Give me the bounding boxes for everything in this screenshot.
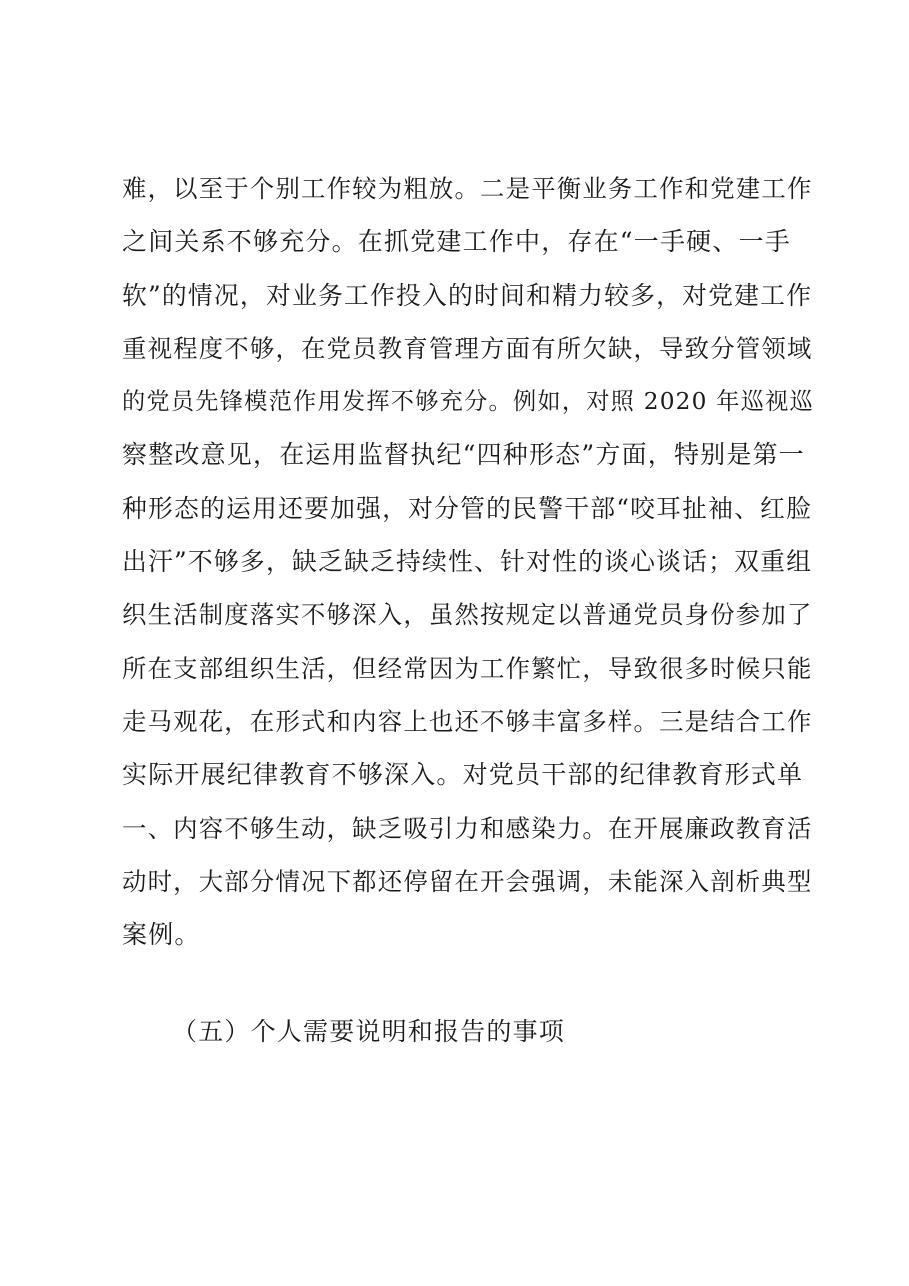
paragraph-line: 重视程度不够，在党员教育管理方面有所欠缺，导致分管领域 [122, 333, 813, 363]
paragraph-line: 案例。 [122, 920, 201, 950]
paragraph-line: 所在支部组织生活，但经常因为工作繁忙，导致很多时候只能 [122, 653, 813, 683]
paragraph-line: 出汗”不够多，缺乏缺乏持续性、针对性的谈心谈话；双重组 [122, 547, 813, 577]
section-heading: （五）个人需要说明和报告的事项 [172, 1017, 566, 1046]
paragraph-line: 实际开展纪律教育不够深入。对党员干部的纪律教育形式单 [122, 760, 804, 790]
paragraph-line: 察整改意见，在运用监督执纪“四种形态”方面，特别是第一 [122, 440, 805, 470]
paragraph-line: 动时，大部分情况下都还停留在开会强调，未能深入剖析典型 [122, 866, 813, 896]
paragraph-line: 软”的情况，对业务工作投入的时间和精力较多，对党建工作 [122, 280, 813, 310]
paragraph-line: 一、内容不够生动，缺乏吸引力和感染力。在开展廉政教育活 [122, 813, 813, 843]
paragraph-line: 的党员先锋模范作用发挥不够充分。例如，对照 2020 年巡视巡 [122, 388, 814, 416]
paragraph-line: 走马观花，在形式和内容上也还不够丰富多样。三是结合工作 [122, 706, 813, 736]
paragraph-line: 种形态的运用还要加强，对分管的民警干部“咬耳扯袖、红脸 [122, 493, 813, 523]
paragraph-line: 难，以至于个别工作较为粗放。二是平衡业务工作和党建工作 [122, 174, 813, 203]
paragraph-line: 之间关系不够充分。在抓党建工作中，存在“一手硬、一手 [122, 227, 791, 257]
body-paragraph [122, 162, 814, 961]
paragraph-line: 织生活制度落实不够深入，虽然按规定以普通党员身份参加了 [122, 600, 813, 630]
